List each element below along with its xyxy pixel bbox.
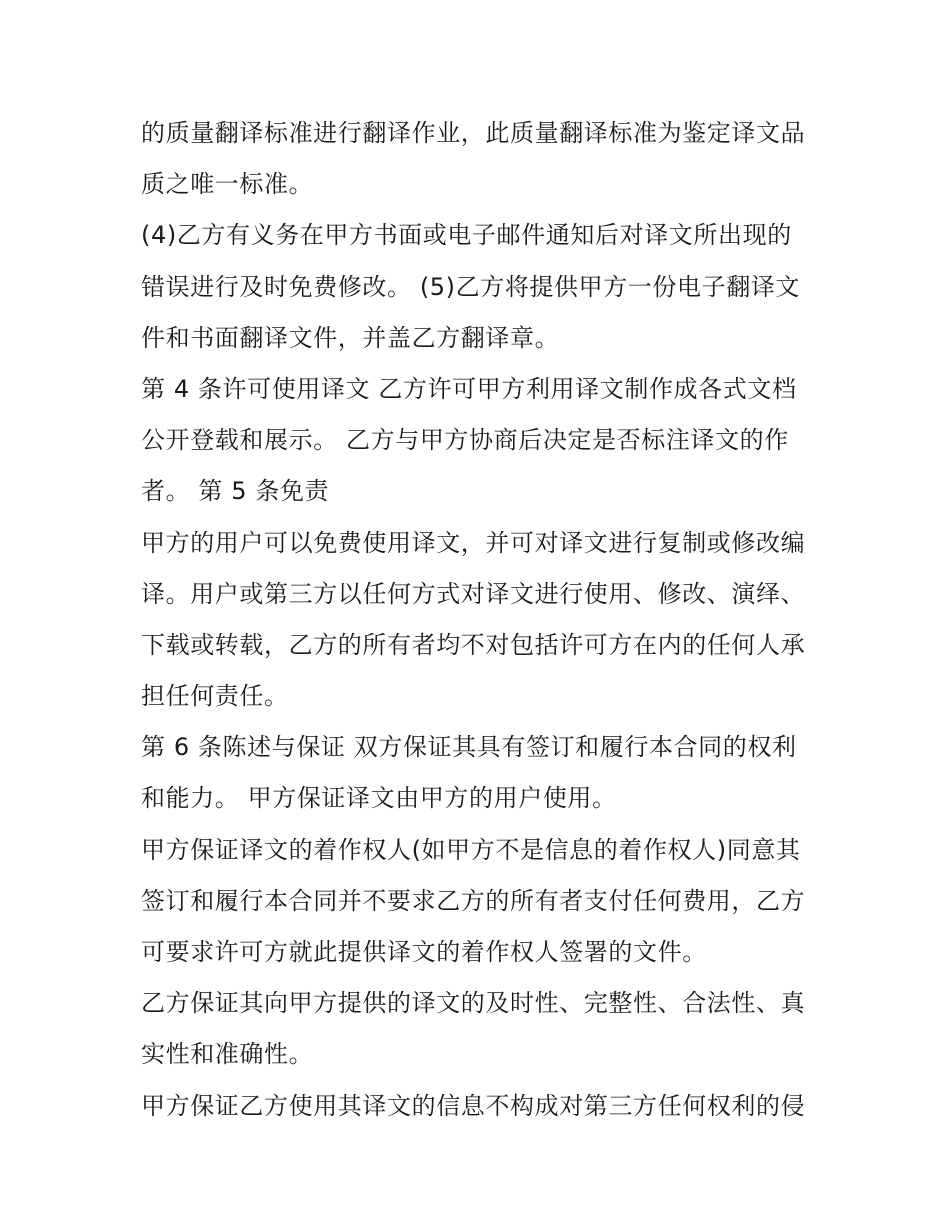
text-line: 乙方保证其向甲方提供的译文的及时性、完整性、合法性、真	[141, 989, 806, 1018]
text-line: 甲方保证译文的着作权人(如甲方不是信息的着作权人)同意其	[141, 835, 801, 864]
text-line: 错误进行及时免费修改。 (5)乙方将提供甲方一份电子翻译文	[141, 272, 801, 301]
text-line: 实性和准确性。	[141, 1040, 314, 1069]
paragraph-quality-standard	[141, 108, 821, 210]
text-line: 者。 第 5 条免责	[141, 477, 330, 506]
text-line: 公开登载和展示。 乙方与甲方协商后决定是否标注译文的作	[141, 426, 789, 455]
paragraph-article-4-license	[141, 364, 821, 518]
text-line: (4)乙方有义务在甲方书面或电子邮件通知后对译文所出现的	[141, 221, 792, 250]
text-line: 第 4 条许可使用译文 乙方许可甲方利用译文制作成各式文档	[141, 374, 797, 403]
text-line: 质之唯一标准。	[141, 170, 314, 199]
text-line: 担任何责任。	[141, 682, 289, 711]
text-line: 第 6 条陈述与保证 双方保证其具有签订和履行本合同的权利	[141, 733, 797, 762]
text-line: 签订和履行本合同并不要求乙方的所有者支付任何费用，乙方	[141, 886, 806, 915]
text-line: 件和书面翻译文件，并盖乙方翻译章。	[141, 323, 560, 352]
paragraph-article-6-warranty	[141, 722, 821, 824]
paragraph-revision-obligation	[141, 210, 821, 364]
text-line: 甲方的用户可以免费使用译文，并可对译文进行复制或修改编	[141, 528, 806, 557]
paragraph-article-5-exemption	[141, 518, 821, 723]
paragraph-party-b-guarantee	[141, 978, 821, 1080]
text-line: 的质量翻译标准进行翻译作业，此质量翻译标准为鉴定译文品	[141, 119, 806, 147]
text-line: 可要求许可方就此提供译文的着作权人签署的文件。	[141, 938, 707, 966]
document-body	[141, 108, 821, 1132]
paragraph-copyright-holder-consent	[141, 825, 821, 979]
text-line: 下载或转载，乙方的所有者均不对包括许可方在内的任何人承	[141, 630, 806, 659]
text-line: 和能力。 甲方保证译文由甲方的用户使用。	[141, 784, 617, 813]
text-line: 甲方保证乙方使用其译文的信息不构成对第三方任何权利的侵	[141, 1091, 806, 1120]
paragraph-non-infringement	[141, 1081, 821, 1132]
text-line: 译。用户或第三方以任何方式对译文进行使用、修改、演绎、	[141, 579, 806, 608]
